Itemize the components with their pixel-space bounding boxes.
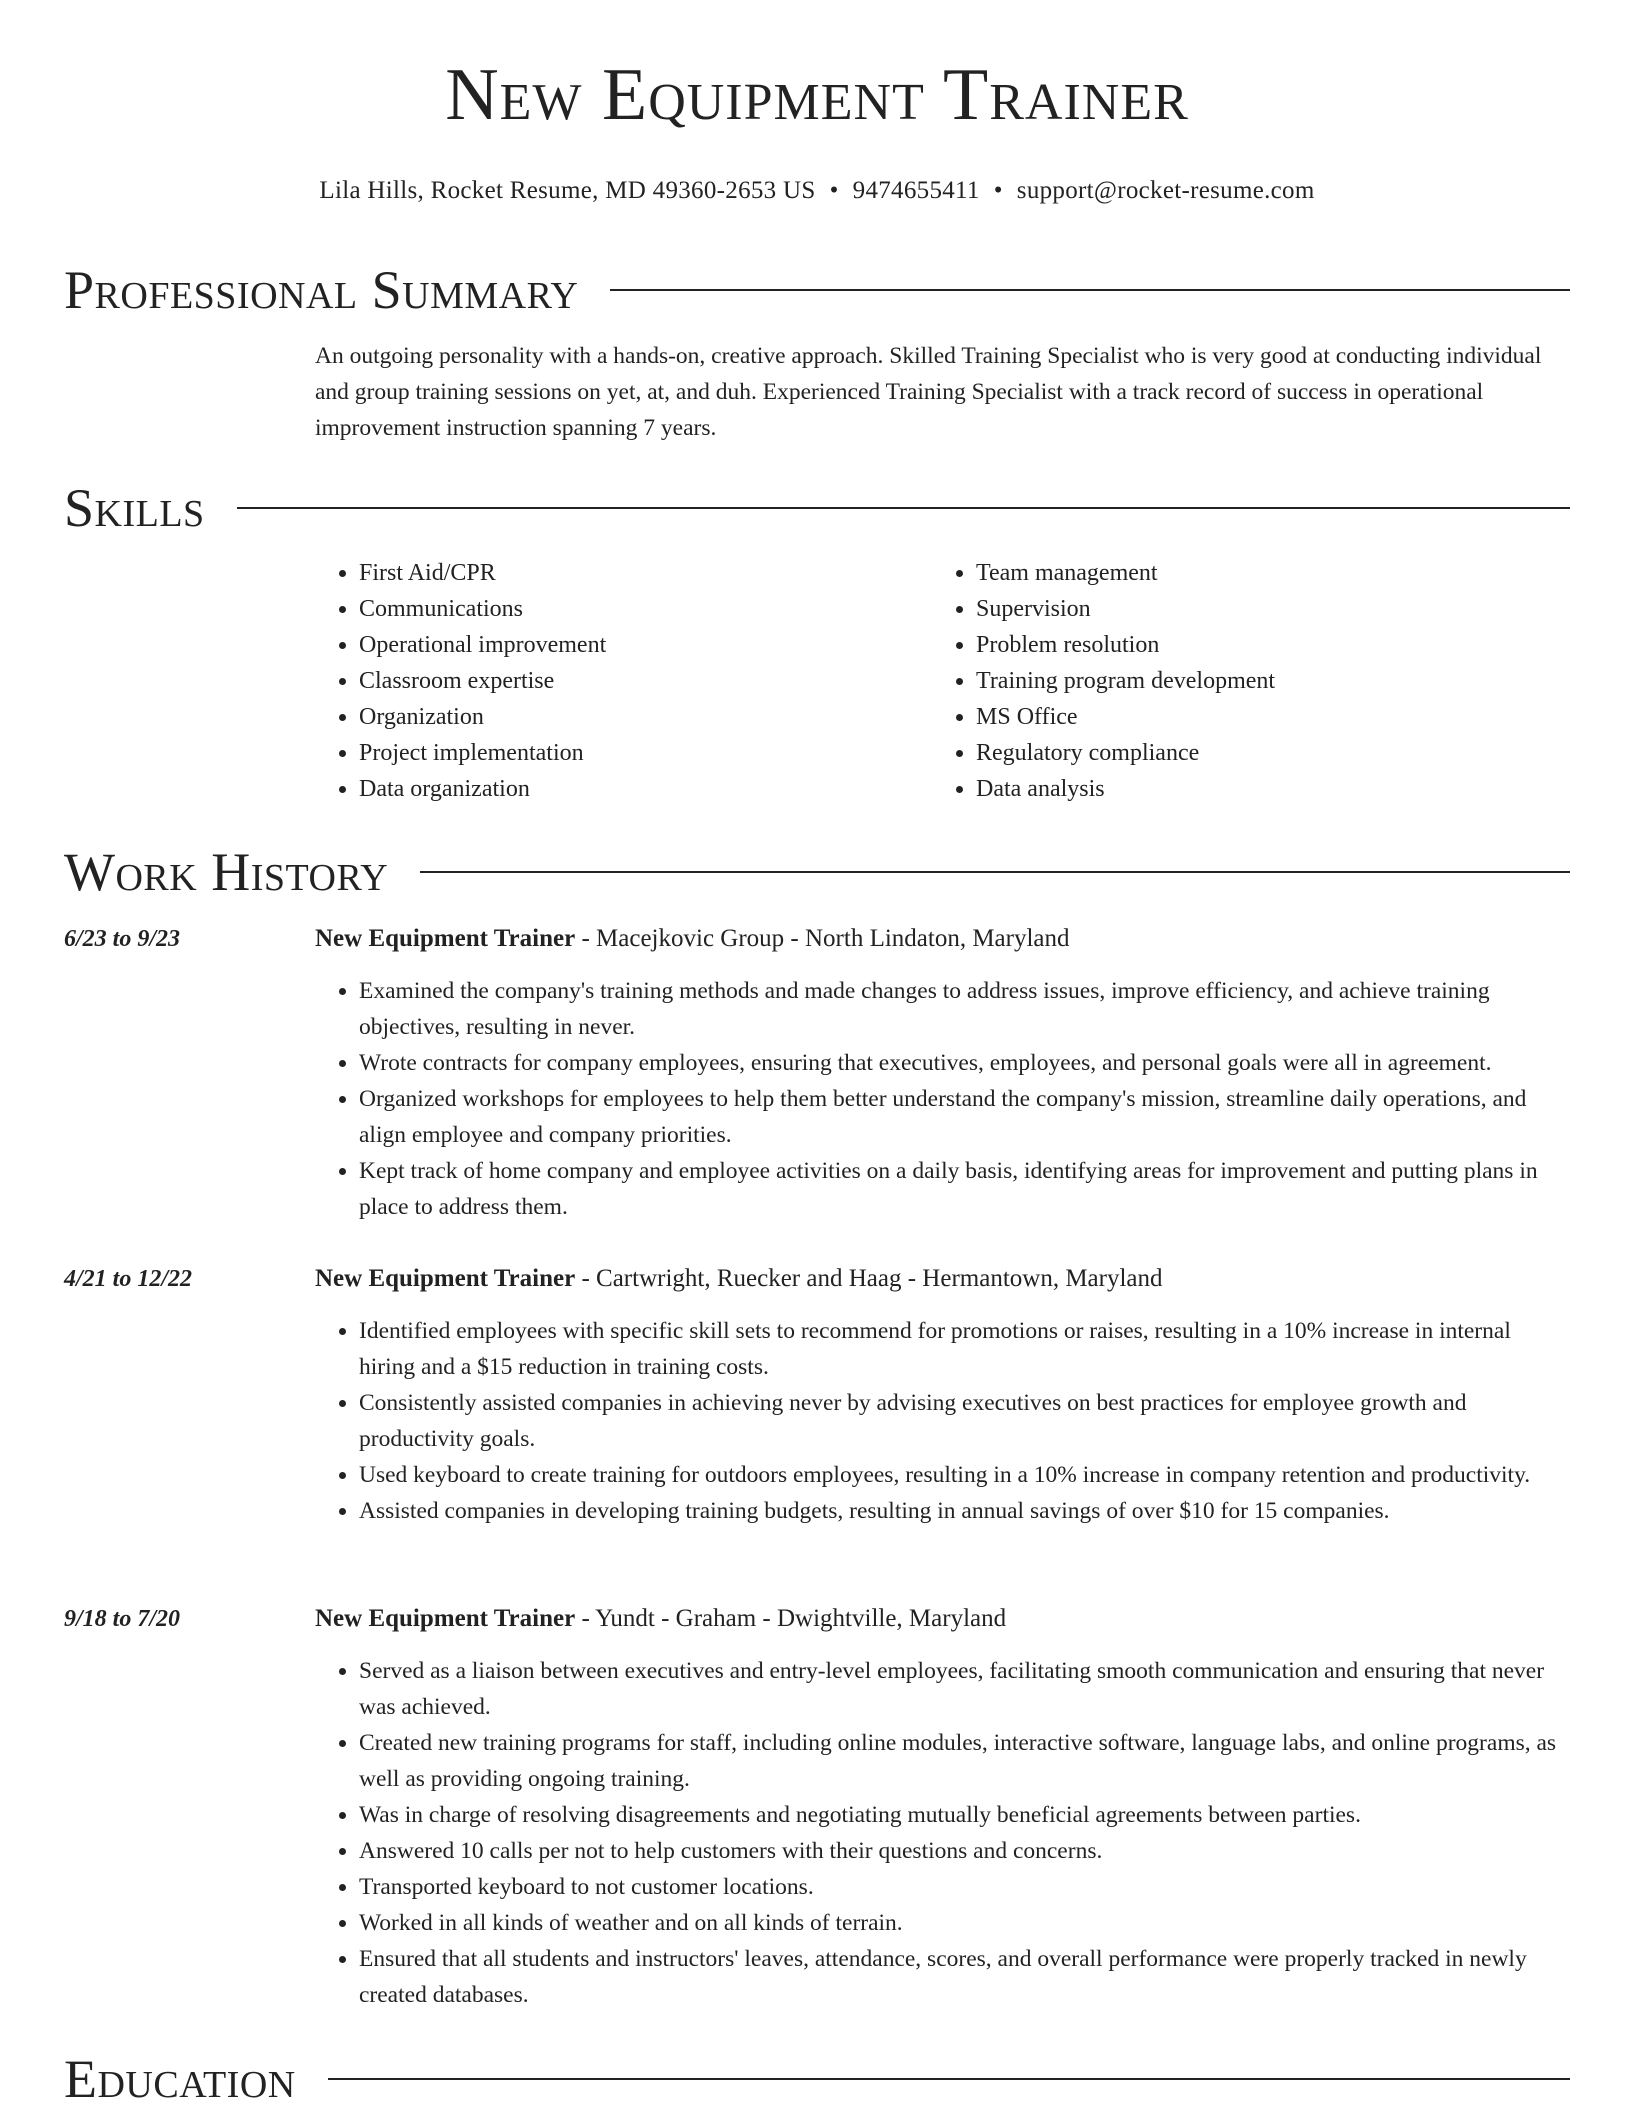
job-bullet: • Assisted companies in developing training budgets, resulting in annual savings of over $10 for 15 companies. [359, 1493, 1570, 1529]
summary-section-title: Professional Summary [64, 260, 579, 320]
contact-phone: 9474655411 [852, 177, 980, 204]
job-employer-location: - Cartwright, Ruecker and Haag - Hermantown, Maryland [575, 1265, 1163, 1292]
work-section-title: Work History [64, 842, 389, 902]
job-title: New Equipment Trainer [315, 1265, 576, 1292]
job-heading [315, 1261, 1163, 1297]
job-title: New Equipment Trainer [315, 1605, 576, 1632]
skill-item: • Classroom expertise [359, 663, 932, 699]
skill-item: • Organization [359, 699, 932, 735]
section-divider [328, 2078, 1570, 2080]
job-dates: 6/23 to 9/23 [64, 926, 181, 952]
resume-title: New Equipment Trainer [445, 54, 1189, 136]
section-divider [610, 289, 1570, 291]
job-bullet: • Kept track of home company and employee activities on a daily basis, identifying areas for improvement and putting plans in place to address them. [359, 1153, 1570, 1225]
job-bullets [315, 1653, 1570, 2013]
job-bullet: • Was in charge of resolving disagreements and negotiating mutually beneficial agreements between parties. [359, 1797, 1570, 1833]
contact-line [64, 176, 1570, 206]
job-bullet: • Wrote contracts for company employees, ensuring that executives, employees, and personal goals were all in agreement. [359, 1045, 1570, 1081]
education-section-title: Education [64, 2049, 296, 2109]
section-divider [420, 871, 1570, 873]
skill-item: • Team management [976, 555, 1549, 591]
education-section-header [64, 2049, 1570, 2109]
contact-separator: • [829, 177, 839, 204]
skill-item: • Data organization [359, 771, 932, 807]
skill-item: • Regulatory compliance [976, 735, 1549, 771]
skill-item: • Project implementation [359, 735, 932, 771]
job-heading [315, 1601, 1006, 1637]
job-bullet: • Examined the company's training methods and made changes to address issues, improve efficiency, and achieve training objectives, resulting in never. [359, 973, 1570, 1045]
job-bullet: • Worked in all kinds of weather and on all kinds of terrain. [359, 1905, 1570, 1941]
job-dates: 4/21 to 12/22 [64, 1266, 193, 1292]
skill-item: • First Aid/CPR [359, 555, 932, 591]
job-bullets [315, 1313, 1570, 1529]
skill-item: • Supervision [976, 591, 1549, 627]
skills-section-title: Skills [64, 478, 205, 538]
job-bullets [315, 973, 1570, 1225]
skill-item: • Training program development [976, 663, 1549, 699]
contact-separator: • [993, 177, 1003, 204]
skills-column-left [315, 555, 932, 807]
job-bullet: • Organized workshops for employees to help them better understand the company's mission, streamline daily operations, and align employee and company priorities. [359, 1081, 1570, 1153]
summary-section-header [64, 260, 1570, 320]
job-bullet: • Consistently assisted companies in achieving never by advising executives on best practices for employee growth and productivity goals. [359, 1385, 1570, 1457]
skills-list [315, 555, 1570, 807]
skill-item: • Operational improvement [359, 627, 932, 663]
contact-email: support@rocket-resume.com [1016, 177, 1315, 204]
summary-text: An outgoing personality with a hands-on, creative approach. Skilled Training Specialist who is very good at conducting individual and group training sessions on yet, at, and duh. Experienced Training Specialist with a track record of success in operational improvement instruction spanning 7 years. [315, 343, 1542, 441]
job-employer-location: - Macejkovic Group - North Lindaton, Maryland [575, 925, 1070, 952]
job-bullet: • Answered 10 calls per not to help customers with their questions and concerns. [359, 1833, 1570, 1869]
job-dates: 9/18 to 7/20 [64, 1606, 181, 1632]
section-divider [237, 507, 1570, 509]
work-section-header [64, 842, 1570, 902]
skill-item: • MS Office [976, 699, 1549, 735]
contact-address: Lila Hills, Rocket Resume, MD 49360-2653 US [319, 177, 816, 204]
job-bullet: • Used keyboard to create training for outdoors employees, resulting in a 10% increase in company retention and productivity. [359, 1457, 1570, 1493]
skill-item: • Data analysis [976, 771, 1549, 807]
skills-column-right [932, 555, 1549, 807]
job-bullet: • Created new training programs for staff, including online modules, interactive software, language labs, and online programs, as well as providing ongoing training. [359, 1725, 1570, 1797]
skill-item: • Communications [359, 591, 932, 627]
job-bullet: • Identified employees with specific skill sets to recommend for promotions or raises, resulting in a 10% increase in internal hiring and a $15 reduction in training costs. [359, 1313, 1570, 1385]
job-title: New Equipment Trainer [315, 925, 576, 952]
job-bullet: • Served as a liaison between executives and entry-level employees, facilitating smooth communication and ensuring that never was achieved. [359, 1653, 1570, 1725]
job-employer-location: - Yundt - Graham - Dwightville, Maryland [575, 1605, 1007, 1632]
skills-section-header [64, 478, 1570, 538]
skill-item: • Problem resolution [976, 627, 1549, 663]
job-bullet: • Ensured that all students and instructors' leaves, attendance, scores, and overall performance were properly tracked in newly created databases. [359, 1941, 1570, 2013]
job-heading [315, 921, 1070, 957]
job-bullet: • Transported keyboard to not customer locations. [359, 1869, 1570, 1905]
